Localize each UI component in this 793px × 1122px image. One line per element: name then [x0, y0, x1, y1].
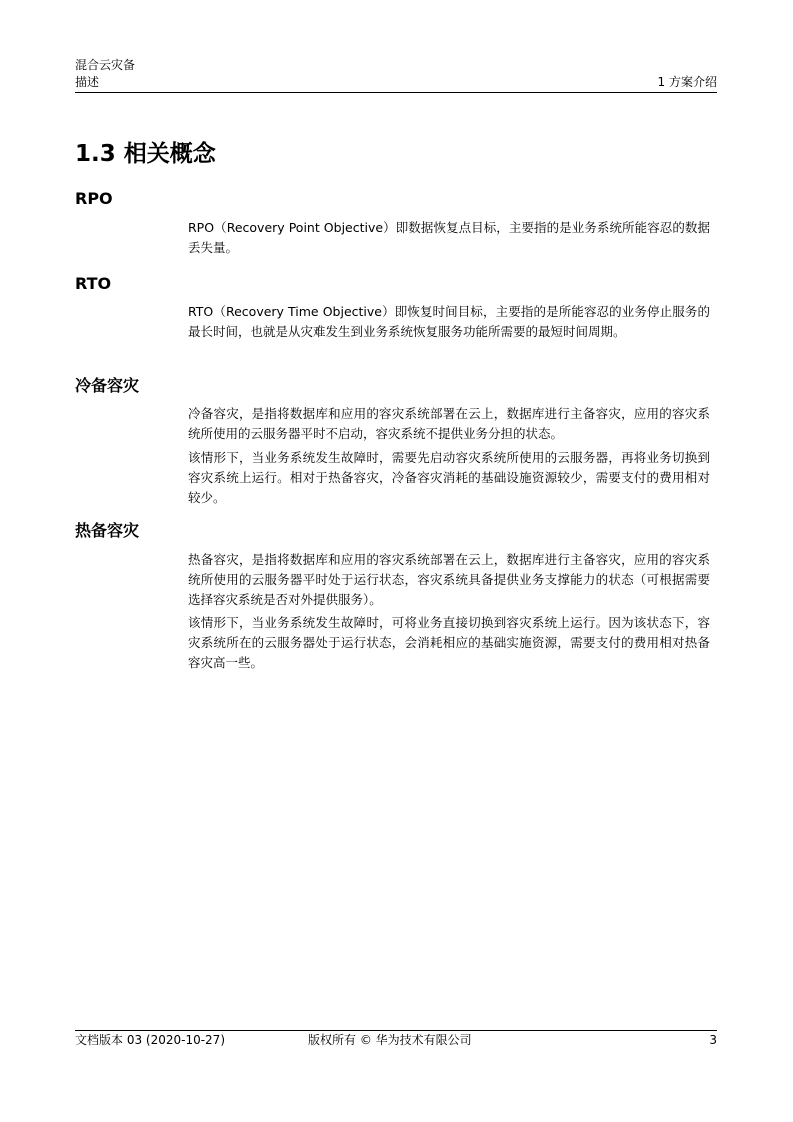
footer-divider [75, 1030, 717, 1031]
term-cold-standby-heading: 冷备容灾 [75, 376, 140, 395]
term-rto-heading: RTO [75, 274, 112, 293]
page-number: 3 [709, 1033, 717, 1047]
hot-standby-definition: 热备容灾，是指将数据库和应用的容灾系统部署在云上，数据库进行主备容灾，应用的容灾系统所使用的云服务器平时处于运行状态，容灾系统具备提供业务支撑能力的状态（可根据需要选择容灾系统是否对外提供服务）。 [188, 552, 710, 607]
copyright-notice: 版权所有 © 华为技术有限公司 [308, 1033, 472, 1047]
document-version: 文档版本 03 (2020-10-27) [75, 1033, 226, 1047]
rto-definition: RTO（Recovery Time Objective）即恢复时间目标，主要指的是所能容忍的业务停止服务的最长时间，也就是从灾难发生到业务系统恢复服务功能所需要的最短时间周期。 [188, 304, 710, 339]
running-header-left [75, 57, 135, 91]
chapter-label: 1 方案介绍 [657, 75, 717, 89]
term-rpo-heading: RPO [75, 189, 113, 208]
section-title: 1.3 相关概念 [75, 141, 216, 167]
cold-standby-scenario: 该情形下，当业务系统发生故障时，需要先启动容灾系统所使用的云服务器，再将业务切换到容灾系统上运行。相对于热备容灾，冷备容灾消耗的基础设施资源较少，需要支付的费用相对较少。 [188, 450, 710, 505]
cold-standby-definition: 冷备容灾，是指将数据库和应用的容灾系统部署在云上，数据库进行主备容灾，应用的容灾系统所使用的云服务器平时不启动，容灾系统不提供业务分担的状态。 [188, 406, 710, 441]
header-divider [75, 92, 717, 93]
document-title: 混合云灾备 [75, 58, 136, 72]
hot-standby-scenario: 该情形下，当业务系统发生故障时，可将业务直接切换到容灾系统上运行。因为该状态下，容灾系统所在的云服务器处于运行状态，会消耗相应的基础实施资源，需要支付的费用相对热备容灾高一些。 [188, 615, 710, 670]
document-subtitle: 描述 [75, 75, 100, 89]
rpo-definition: RPO（Recovery Point Objective）即数据恢复点目标，主要指的是业务系统所能容忍的数据丢失量。 [188, 220, 710, 255]
term-hot-standby-heading: 热备容灾 [75, 521, 140, 540]
